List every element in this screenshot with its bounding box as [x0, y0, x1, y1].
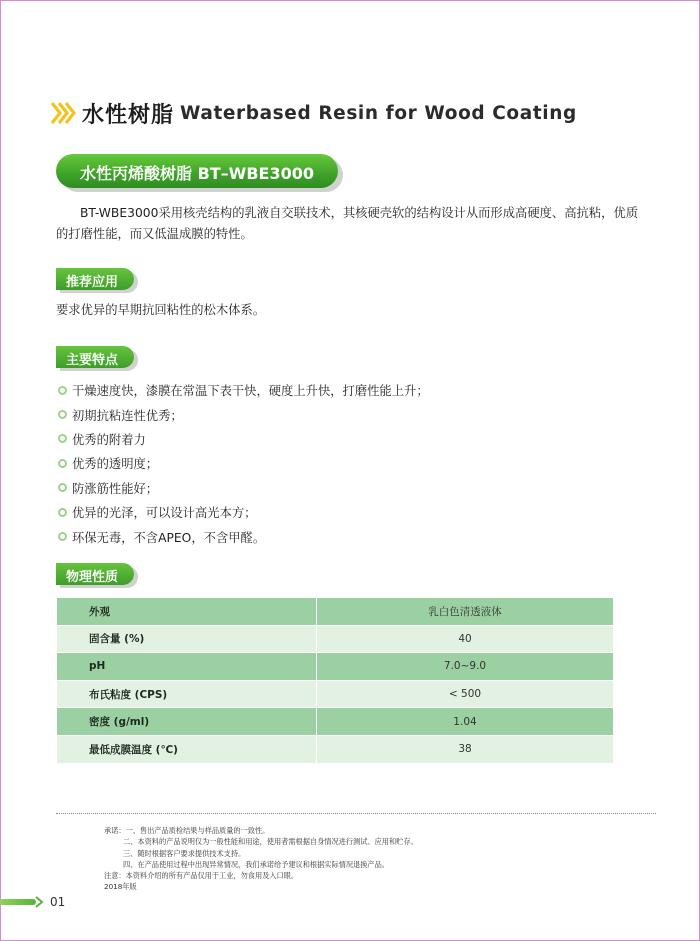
chevron-right-icon — [34, 896, 46, 908]
property-name: 布氏粘度 (CPS) — [57, 680, 317, 708]
section-properties-label: 物理性质 — [66, 570, 119, 585]
property-name: 外观 — [57, 598, 317, 626]
property-value: 7.0~9.0 — [317, 653, 614, 681]
property-name: pH — [57, 653, 317, 681]
note-line: 四、在产品使用过程中出现异常情况，我们承诺给予建议和根据实际情况退换产品。 — [123, 859, 389, 869]
footer-notes — [104, 825, 418, 893]
title-chinese: 水性树脂 — [82, 102, 175, 128]
table-row — [57, 598, 614, 626]
section-features-heading — [56, 346, 134, 368]
section-application-heading — [56, 268, 134, 290]
property-value: 38 — [317, 735, 614, 763]
list-item: 防涨筋性能好； — [58, 476, 429, 500]
bullet-circle-icon — [58, 483, 67, 492]
feature-list — [58, 378, 429, 549]
section-application-label: 推荐应用 — [66, 275, 119, 290]
product-intro: BT-WBE3000采用核壳结构的乳液自交联技术，其核硬壳软的结构设计从而形成高硬度、高抗粘，优质的打磨性能，而又低温成膜的特性。 — [56, 206, 638, 241]
bullet-circle-icon — [58, 410, 67, 419]
page-title — [50, 96, 577, 130]
properties-table — [56, 597, 614, 764]
chevron-right-icon — [50, 101, 76, 125]
section-features-label: 主要特点 — [66, 353, 119, 368]
table-row — [57, 735, 614, 763]
list-item: 干燥速度快，漆膜在常温下表干快，硬度上升快，打磨性能上升； — [58, 378, 429, 402]
bullet-circle-icon — [58, 434, 67, 443]
list-item: 初期抗粘连性优秀； — [58, 402, 429, 426]
table-row — [57, 653, 614, 681]
property-value: < 500 — [317, 680, 614, 708]
property-value: 1.04 — [317, 708, 614, 736]
bullet-circle-icon — [58, 508, 67, 517]
bullet-circle-icon — [58, 386, 67, 395]
bullet-circle-icon — [58, 459, 67, 468]
product-banner — [56, 154, 338, 188]
note-line: 注意：本资料介绍的所有产品仅用于工业，勿食用及入口眼。 — [104, 871, 299, 881]
page-number-bar — [0, 899, 36, 905]
property-name: 最低成膜温度 (℃) — [57, 735, 317, 763]
note-line: 三、随时根据客户要求提供技术支持。 — [123, 848, 246, 858]
list-item: 优秀的透明度； — [58, 451, 429, 475]
note-line: 二、本资料的产品说明仅为一般性能和用途，使用者需根据自身情况进行测试、应用和贮存。 — [123, 837, 418, 847]
application-text: 要求优异的早期抗回粘性的松木体系。 — [56, 303, 266, 317]
note-line: 承诺：一、售出产品质检结果与样品质量的一致性。 — [104, 826, 270, 835]
note-edition: 2018年版 — [104, 882, 137, 892]
list-item: 优异的光泽，可以设计高光本方； — [58, 500, 429, 524]
section-properties-heading — [56, 563, 134, 585]
property-name: 密度 (g/ml) — [57, 708, 317, 736]
property-name: 固含量 (%) — [57, 625, 317, 653]
bullet-circle-icon — [58, 532, 67, 541]
table-row — [57, 708, 614, 736]
footer-divider — [56, 813, 656, 814]
property-value: 乳白色清透液体 — [317, 598, 614, 626]
table-row — [57, 680, 614, 708]
title-english: Waterbased Resin for Wood Coating — [180, 102, 577, 124]
page-number: 01 — [50, 895, 66, 909]
table-row — [57, 625, 614, 653]
property-value: 40 — [317, 625, 614, 653]
list-item: 优秀的附着力 — [58, 427, 429, 451]
list-item: 环保无毒，不含APEO，不含甲醛。 — [58, 524, 429, 548]
product-name: 水性丙烯酸树脂 BT–WBE3000 — [80, 164, 314, 183]
